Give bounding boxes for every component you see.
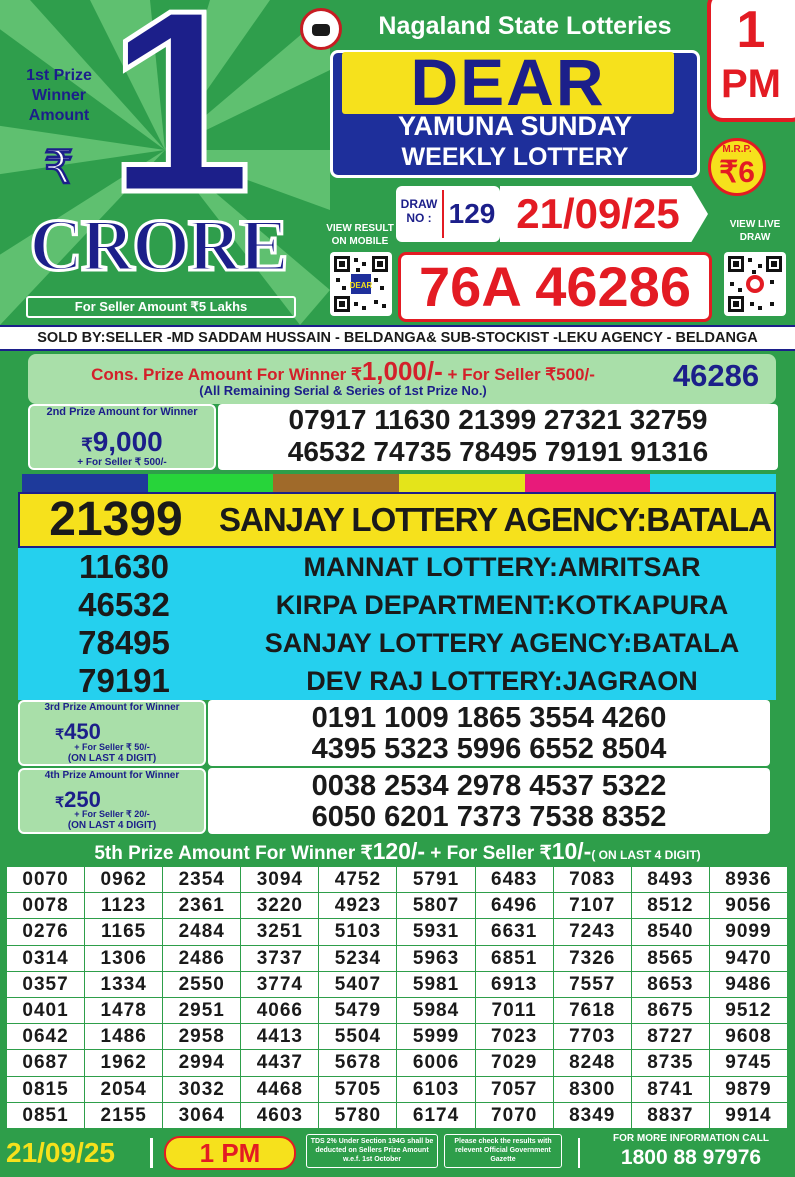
draw-number-label: DRAW NO :: [400, 197, 438, 225]
fifth-prize-number: 1478: [85, 998, 163, 1024]
fifth-prize-number: 7011: [476, 998, 554, 1024]
second-prize-row-1: 07917 11630 21399 27321 32759: [288, 404, 708, 435]
result-qr-code-icon[interactable]: [330, 252, 392, 316]
color-strip-segment: [273, 474, 399, 492]
fifth-prize-grid: [6, 866, 789, 1130]
fifth-prize-number: 5984: [397, 998, 475, 1024]
fifth-prize-number: 5103: [319, 919, 397, 945]
fifth-prize-number: 0357: [7, 972, 85, 998]
fifth-prize-number: 8300: [554, 1077, 632, 1103]
fifth-prize-number: 0401: [7, 998, 85, 1024]
third-prize-row-2: 4395 5323 5996 6552 8504: [311, 733, 667, 765]
fifth-prize-number: 5504: [319, 1024, 397, 1050]
qr-brand-text: DEAR: [349, 281, 373, 290]
first-prize-ticket-number: 76A 46286: [419, 255, 691, 318]
consolation-number: 46286: [672, 358, 760, 393]
third-prize-value: 450: [64, 719, 101, 744]
divider: [442, 190, 444, 238]
fifth-prize-number: 3774: [241, 972, 319, 998]
fifth-prize-number: 8741: [632, 1077, 710, 1103]
fourth-prize-seller: + For Seller ₹ 20/-: [74, 809, 150, 819]
fifth-prize-number: 6483: [476, 867, 554, 893]
fifth-prize-number: 5479: [319, 998, 397, 1024]
fifth-prize-number: 8837: [632, 1103, 710, 1129]
second-prize-amount: [28, 426, 216, 461]
color-strip-segment: [650, 474, 776, 492]
fifth-prize-number: 7083: [554, 867, 632, 893]
info-label: FOR MORE INFORMATION CALL: [613, 1133, 769, 1144]
fifth-prize-number: 1306: [85, 946, 163, 972]
fifth-prize-number: 7057: [476, 1077, 554, 1103]
rupee-symbol: ₹: [55, 794, 65, 810]
qr-pattern-icon: [334, 256, 388, 312]
fifth-prize-number: 4752: [319, 867, 397, 893]
fifth-prize-number: 1962: [85, 1050, 163, 1076]
fifth-prize-number: 4066: [241, 998, 319, 1024]
fifth-prize-number: 4413: [241, 1024, 319, 1050]
fourth-prize-note: (ON LAST 4 DIGIT): [67, 820, 157, 831]
fifth-prize-seller-amount: 10/-: [551, 838, 592, 864]
fifth-prize-number: 2484: [163, 919, 241, 945]
fifth-prize-number: 9470: [710, 946, 788, 972]
fifth-prize-prefix: 5th Prize Amount For Winner ₹: [94, 843, 373, 864]
first-prize-label: 1st Prize Winner Amount: [26, 67, 92, 124]
fifth-prize-number: 5999: [397, 1024, 475, 1050]
fifth-prize-number: 2550: [163, 972, 241, 998]
color-strip: [22, 474, 776, 492]
fifth-prize-number: 1486: [85, 1024, 163, 1050]
fifth-prize-number: 1165: [85, 919, 163, 945]
fifth-prize-number: 6496: [476, 893, 554, 919]
fifth-prize-number: 1334: [85, 972, 163, 998]
third-prize-note: (ON LAST 4 DIGIT): [67, 753, 157, 764]
fifth-prize-number: 2361: [163, 893, 241, 919]
fifth-prize-number: 8540: [632, 919, 710, 945]
draw-date: 21/09/25: [516, 190, 680, 237]
fifth-prize-number: 0642: [7, 1024, 85, 1050]
fifth-prize-number: 2354: [163, 867, 241, 893]
agency-head-name: SANJAY LOTTERY AGENCY:BATALA: [219, 501, 771, 538]
fifth-prize-number: 9879: [710, 1077, 788, 1103]
rupee-symbol: ₹: [81, 435, 93, 455]
fifth-prize-number: 0851: [7, 1103, 85, 1129]
consolation-winner-amount: 1,000/-: [361, 356, 443, 386]
org-name: Nagaland State Lotteries: [378, 12, 672, 40]
fourth-prize-label: 4th Prize Amount for Winner: [44, 770, 180, 781]
fifth-prize-number: 8936: [710, 867, 788, 893]
fourth-prize-row-1: 0038 2534 2978 4537 5322: [311, 770, 667, 802]
fifth-prize-number: 2994: [163, 1050, 241, 1076]
fifth-prize-number: 7107: [554, 893, 632, 919]
fifth-prize-number: 5963: [397, 946, 475, 972]
color-strip-segment: [399, 474, 525, 492]
consolation-note: (All Remaining Serial & Series of 1st Prize No.): [199, 383, 487, 398]
fifth-prize-number: 1123: [85, 893, 163, 919]
agency-row-name: MANNAT LOTTERY:AMRITSAR: [303, 552, 701, 582]
fifth-prize-number: 3032: [163, 1077, 241, 1103]
second-prize-value: 9,000: [92, 426, 163, 457]
fifth-prize-header: [0, 836, 795, 866]
nagaland-emblem-icon: [300, 8, 342, 50]
mrp-value: ₹6: [719, 156, 755, 189]
fifth-prize-number: 5705: [319, 1077, 397, 1103]
fifth-prize-number: 0687: [7, 1050, 85, 1076]
view-live-label: VIEW LIVE DRAW: [729, 219, 781, 243]
consolation-seller-amount: 500/-: [556, 365, 595, 384]
fifth-prize-number: 8512: [632, 893, 710, 919]
divider: [150, 1138, 153, 1168]
fourth-prize-row-2: 6050 6201 7373 7538 8352: [311, 801, 667, 833]
fifth-prize-number: 5981: [397, 972, 475, 998]
fifth-prize-number: 8727: [632, 1024, 710, 1050]
fifth-prize-number: 4468: [241, 1077, 319, 1103]
brand-title: DEAR: [410, 45, 606, 119]
second-prize-seller: + For Seller ₹ 500/-: [77, 457, 167, 468]
fifth-prize-number: 3064: [163, 1103, 241, 1129]
fifth-prize-note: ( ON LAST 4 DIGIT): [591, 848, 701, 862]
fifth-prize-number: 8735: [632, 1050, 710, 1076]
fifth-prize-middle: + For Seller ₹: [425, 843, 552, 864]
fifth-prize-number: 8653: [632, 972, 710, 998]
fifth-prize-number: 5791: [397, 867, 475, 893]
helpline-phone[interactable]: 1800 88 97976: [620, 1146, 762, 1169]
qr-pattern-icon: [728, 256, 782, 312]
first-prize-seller-amount: For Seller Amount ₹5 Lakhs: [26, 296, 296, 318]
fifth-prize-number: 5931: [397, 919, 475, 945]
agency-head-number: 21399: [49, 493, 183, 546]
lottery-name: YAMUNA SUNDAY: [397, 111, 633, 141]
fifth-prize-number: 9056: [710, 893, 788, 919]
footer-time: 1 PM: [199, 1138, 261, 1168]
draw-time-number: 1: [736, 1, 766, 59]
fifth-prize-number: 6913: [476, 972, 554, 998]
view-result-label: VIEW RESULT ON MOBILE: [326, 223, 394, 247]
fifth-prize-number: 3220: [241, 893, 319, 919]
third-prize-seller: + For Seller ₹ 50/-: [74, 742, 150, 752]
fifth-prize-number: 5407: [319, 972, 397, 998]
consolation-prefix: Cons. Prize Amount For Winner ₹: [91, 365, 362, 384]
lottery-type: WEEKLY LOTTERY: [401, 143, 629, 171]
fifth-prize-number: 0815: [7, 1077, 85, 1103]
fifth-prize-number: 9745: [710, 1050, 788, 1076]
color-strip-segment: [525, 474, 651, 492]
fifth-prize-number: 7029: [476, 1050, 554, 1076]
fifth-prize-number: 2486: [163, 946, 241, 972]
gazette-note: Please check the results with relevent Official Government Gazette: [444, 1134, 562, 1168]
live-draw-qr-code-icon[interactable]: [724, 252, 786, 316]
fifth-prize-number: 6631: [476, 919, 554, 945]
fifth-prize-number: 5234: [319, 946, 397, 972]
fifth-prize-number: 7557: [554, 972, 632, 998]
agency-row-number: 79191: [78, 662, 170, 699]
fifth-prize-number: 7023: [476, 1024, 554, 1050]
agency-row-name: DEV RAJ LOTTERY:JAGRAON: [306, 666, 698, 696]
fifth-prize-number: 5780: [319, 1103, 397, 1129]
fifth-prize-number: 8493: [632, 867, 710, 893]
second-prize-label: 2nd Prize Amount for Winner: [46, 406, 198, 418]
fifth-prize-number: 8349: [554, 1103, 632, 1129]
mrp-label: M.R.P.: [722, 144, 752, 155]
fifth-prize-number: 6006: [397, 1050, 475, 1076]
fifth-prize-number: 9486: [710, 972, 788, 998]
fifth-prize-number: 0276: [7, 919, 85, 945]
agency-row-number: 11630: [79, 548, 169, 585]
header: [0, 0, 795, 325]
fifth-prize-number: 6174: [397, 1103, 475, 1129]
footer-date: 21/09/25: [6, 1137, 115, 1168]
fifth-prize-number: 8248: [554, 1050, 632, 1076]
fifth-prize-number: 7703: [554, 1024, 632, 1050]
fifth-prize-number: 7070: [476, 1103, 554, 1129]
first-prize-big-number: 1: [107, 0, 253, 247]
rupee-symbol: ₹: [44, 141, 74, 193]
fifth-prize-number: 0314: [7, 946, 85, 972]
draw-time-suffix: PM: [721, 62, 781, 106]
agency-row-name: SANJAY LOTTERY AGENCY:BATALA: [264, 628, 740, 658]
fifth-prize-number: 6851: [476, 946, 554, 972]
consolation-middle: + For Seller ₹: [442, 365, 557, 384]
color-strip-segment: [22, 474, 148, 492]
agency-row-number: 46532: [78, 586, 170, 623]
seller-info-bar: SOLD BY:SELLER -MD SADDAM HUSSAIN - BELDANGA& SUB-STOCKIST -LEKU AGENCY - BELDANGA: [0, 325, 795, 351]
fifth-prize-number: 7243: [554, 919, 632, 945]
fifth-prize-number: 6103: [397, 1077, 475, 1103]
fifth-prize-number: 9608: [710, 1024, 788, 1050]
third-prize-label: 3rd Prize Amount for Winner: [44, 702, 180, 713]
fourth-prize-value: 250: [64, 787, 101, 812]
fifth-prize-number: 2951: [163, 998, 241, 1024]
fifth-prize-number: 3737: [241, 946, 319, 972]
fifth-prize-number: 9512: [710, 998, 788, 1024]
fifth-prize-number: 5807: [397, 893, 475, 919]
fifth-prize-number: 3251: [241, 919, 319, 945]
divider: [578, 1138, 580, 1168]
fifth-prize-number: 8565: [632, 946, 710, 972]
agency-row-name: KIRPA DEPARTMENT:KOTKAPURA: [275, 590, 729, 620]
agency-row-number: 78495: [78, 624, 170, 661]
third-prize-row-1: 0191 1009 1865 3554 4260: [311, 702, 667, 734]
fifth-prize-number: 3094: [241, 867, 319, 893]
color-strip-segment: [148, 474, 274, 492]
fifth-prize-number: 7618: [554, 998, 632, 1024]
fifth-prize-number: 2155: [85, 1103, 163, 1129]
fifth-prize-number: 5678: [319, 1050, 397, 1076]
first-prize-amount: CRORE: [29, 205, 287, 287]
fifth-prize-number: 0070: [7, 867, 85, 893]
fifth-prize-number: 4603: [241, 1103, 319, 1129]
fifth-prize-number: 4437: [241, 1050, 319, 1076]
fifth-prize-number: 0078: [7, 893, 85, 919]
fifth-prize-number: 9914: [710, 1103, 788, 1129]
fifth-prize-winner-amount: 120/-: [372, 838, 426, 864]
second-prize-row-2: 46532 74735 78495 79191 91316: [287, 436, 709, 467]
draw-number: 129: [448, 198, 496, 229]
tds-note: TDS 2% Under Section 194G shall be deducted on Sellers Prize Amount w.e.f. 1st October: [306, 1134, 438, 1168]
fifth-prize-number: 4923: [319, 893, 397, 919]
fifth-prize-number: 2054: [85, 1077, 163, 1103]
rupee-symbol: ₹: [55, 726, 65, 742]
fifth-prize-number: 8675: [632, 998, 710, 1024]
fifth-prize-number: 0962: [85, 867, 163, 893]
fifth-prize-number: 7326: [554, 946, 632, 972]
fifth-prize-number: 9099: [710, 919, 788, 945]
fifth-prize-number: 2958: [163, 1024, 241, 1050]
